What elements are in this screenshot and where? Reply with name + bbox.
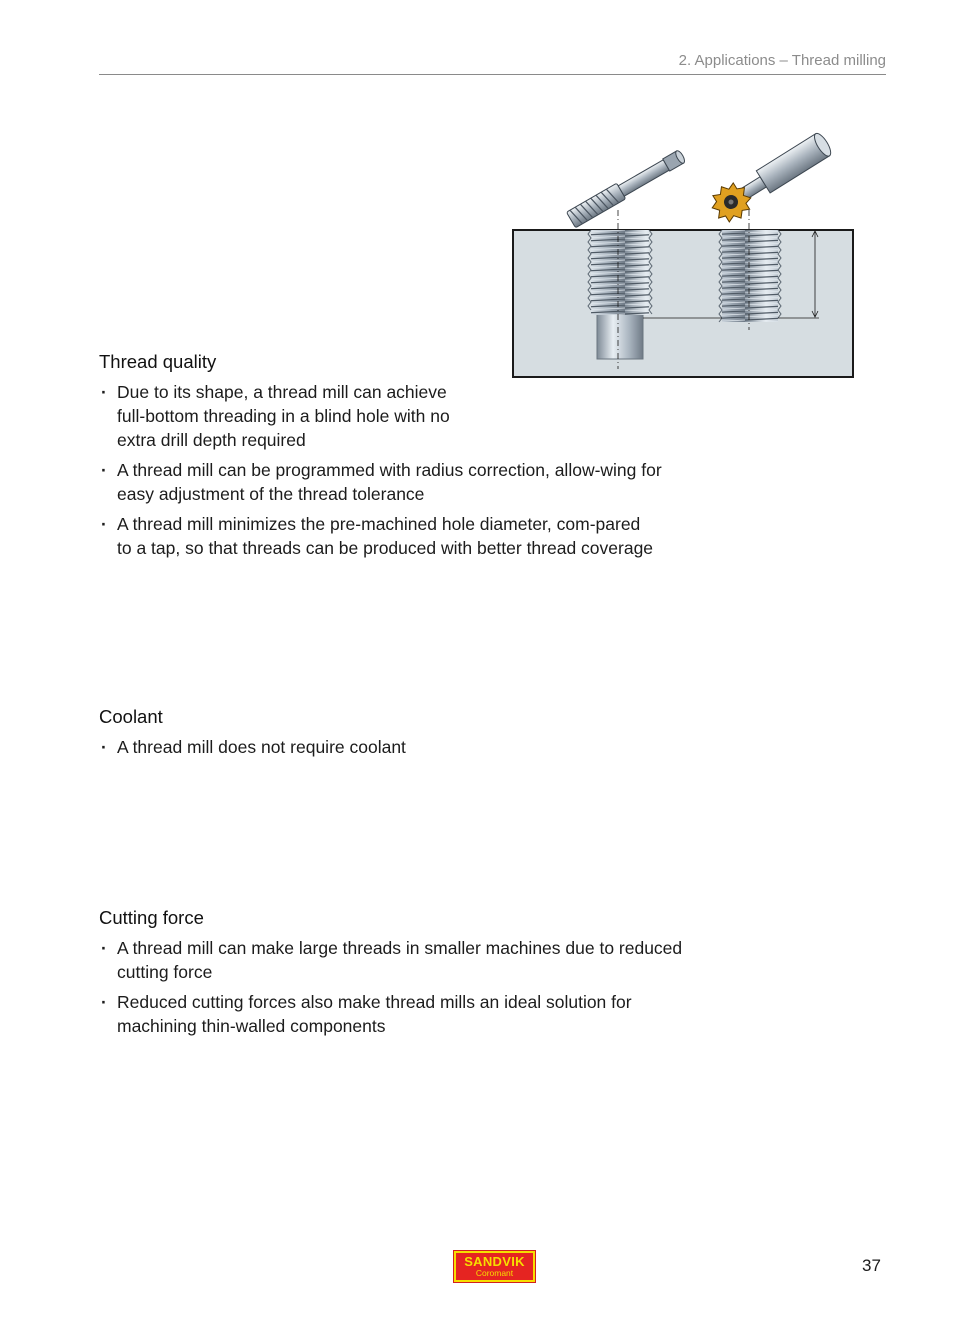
running-title: 2. Applications – Thread milling — [678, 52, 886, 69]
section-coolant — [99, 705, 679, 765]
bullet-item: · A thread mill does not require coolant — [99, 735, 679, 759]
bullet-list — [99, 380, 669, 560]
tapped-hole — [588, 210, 652, 369]
bullet-list — [99, 936, 689, 1038]
page-number: 37 — [862, 1256, 881, 1275]
bullet-item: · Reduced cutting forces also make thread mills an ideal solution for machining thin-walled components — [99, 990, 689, 1038]
sandvik-coromant-logo — [453, 1250, 536, 1283]
bullet-item: · Due to its shape, a thread mill can achieve full-bottom threading in a blind hole with no extra drill depth required — [99, 380, 462, 452]
bullet-item: · A thread mill minimizes the pre-machined hole diameter, com-pared to a tap, so that threads can be produced with better thread coverage — [99, 512, 657, 560]
running-header — [99, 50, 886, 75]
logo-inner — [456, 1253, 533, 1280]
bullet-item: · A thread mill can make large threads in smaller machines due to reduced cutting force — [99, 936, 689, 984]
section-thread-quality — [99, 350, 669, 566]
tap-tool-icon — [567, 148, 688, 228]
section-heading: Thread quality — [99, 351, 217, 372]
thread-comparison-figure — [505, 125, 860, 385]
bullet-item: · A thread mill can be programmed with radius correction, allow-wing for easy adjustment of the thread tolerance — [99, 458, 669, 506]
section-heading: Coolant — [99, 706, 163, 727]
section-cutting-force — [99, 906, 689, 1044]
milled-hole — [719, 210, 781, 330]
logo-sub: Coromant — [475, 1268, 514, 1278]
section-heading: Cutting force — [99, 907, 204, 928]
bullet-list — [99, 735, 679, 759]
thread-mill-icon — [705, 127, 837, 228]
logo-brand: SANDVIK — [464, 1254, 525, 1269]
